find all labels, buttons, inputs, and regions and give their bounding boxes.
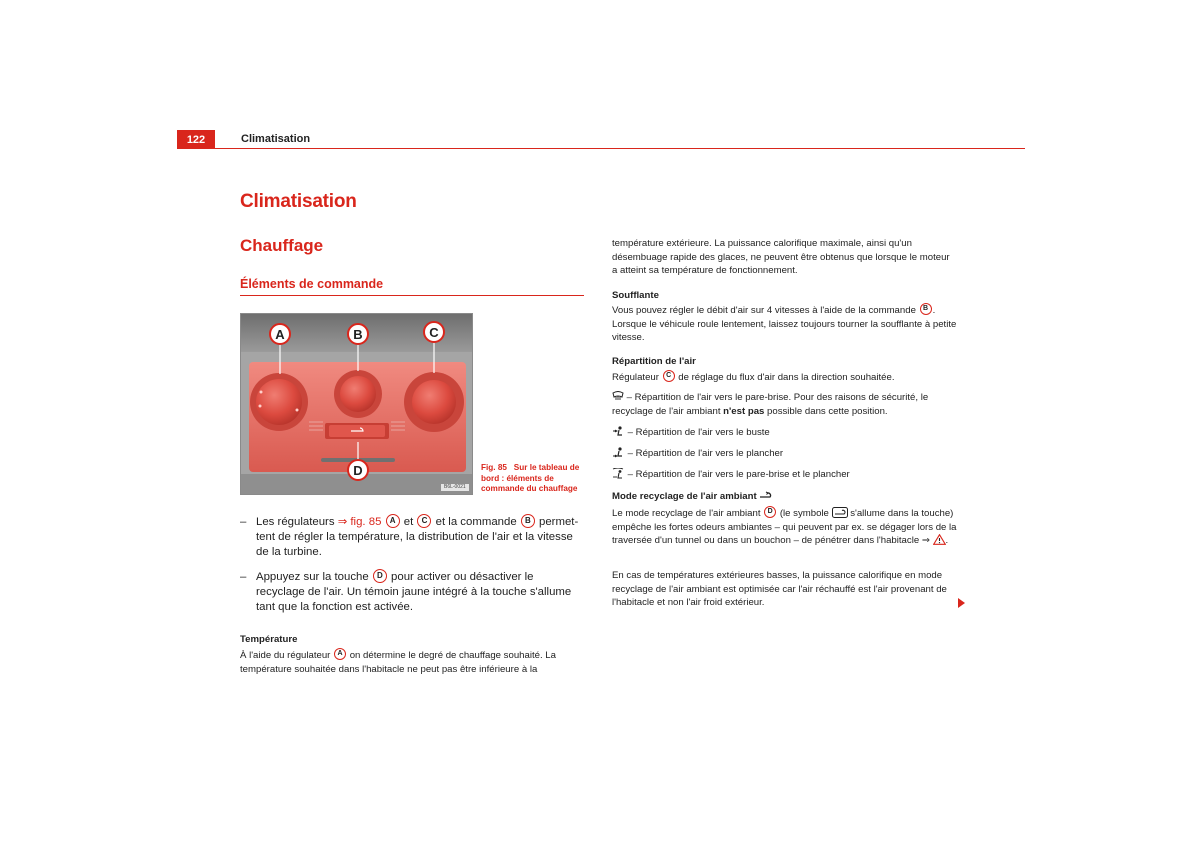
next-page-arrow-icon[interactable]: [958, 598, 965, 608]
repartition-text: Régulateur: [612, 372, 662, 383]
svg-text:A: A: [275, 327, 285, 342]
cold-temperatures-paragraph: En cas de températures extérieures basses, la puissance calorifique en mode recyclage de l'air ambiant est optimisée car l'air réchauffé est l'air provenant de l'habitacle et non l'air froid extérieur.: [612, 570, 947, 609]
callout-a: [270, 324, 290, 344]
figure-caption-prefix: Fig. 85: [481, 463, 507, 472]
callout-ref-c: C: [417, 514, 431, 528]
recyclage-paragraph: [612, 507, 958, 548]
callout-d: [348, 460, 368, 480]
soufflante-text: . Lorsque le véhicule roule lentement, laissez toujours tourner la soufflante à petite vitesse.: [612, 305, 957, 344]
warning-triangle-icon: [933, 534, 946, 545]
bullet-dash: –: [240, 571, 247, 583]
subsection-title: Éléments de commande: [240, 277, 384, 291]
heating-controls-figure: [240, 313, 473, 495]
chapter-title: Climatisation: [240, 191, 357, 212]
callout-ref-d: D: [764, 506, 776, 518]
windshield-item: [612, 391, 958, 418]
windshield-text: – Répartition de l'air vers le pare-brise. Pour des raisons de sécurité, le recyclage de l'air ambiant: [612, 392, 929, 417]
repartition-text: de réglage du flux d'air dans la direction souhaitée.: [675, 372, 895, 383]
svg-text:D: D: [353, 463, 363, 478]
soufflante-paragraph: [612, 304, 958, 345]
bullet-text: et la commande: [432, 516, 520, 529]
recirculation-icon: [759, 491, 773, 499]
chest-item: [612, 426, 958, 440]
windshield-text-bold: n'est pas: [723, 405, 765, 417]
bullet-dash: –: [240, 516, 247, 528]
bullet-text: Appuyez sur la touche: [256, 571, 372, 584]
temperature-paragraph: [240, 649, 584, 676]
figure-caption-text: Sur le tableau de bord : éléments de commande du chauffage: [481, 463, 580, 493]
soufflante-text: Vous pouvez régler le débit d'air sur 4 vitesses à l'aide de la commande: [612, 305, 919, 316]
fig-85-link[interactable]: ⇒ fig. 85: [337, 516, 382, 529]
repartition-title: Répartition de l'air: [612, 356, 696, 367]
page-number: 122: [177, 130, 215, 148]
chest-air-icon: [612, 426, 625, 437]
windshield-floor-text: – Répartition de l'air vers le pare-brise et le plancher: [625, 469, 850, 480]
recyclage-title: [612, 491, 773, 502]
floor-text: – Répartition de l'air vers le plancher: [625, 448, 784, 459]
chest-text: – Répartition de l'air vers le buste: [625, 427, 770, 438]
soufflante-title: Soufflante: [612, 290, 659, 301]
callout-ref-c: C: [663, 370, 675, 382]
windshield-floor-item: [612, 468, 958, 482]
callout-ref-b: B: [920, 303, 932, 315]
floor-air-icon: [612, 447, 625, 458]
bullet-text: et: [400, 516, 417, 529]
section-title: Chauffage: [240, 236, 324, 255]
running-title: Climatisation: [241, 133, 311, 145]
windshield-air-icon: [612, 391, 624, 401]
intro-paragraph: température extérieure. La puissance calorifique maximale, ainsi qu'un désembuage rapide des glaces, ne peuvent être obtenus que lorsque le moteur a atteint sa température de fonctionnement.: [612, 238, 950, 277]
callout-b: [348, 324, 368, 344]
callout-ref-b: B: [521, 514, 535, 528]
subsection-rule: [240, 295, 584, 296]
header-rule: [177, 148, 1025, 149]
bullet-text: Les régulateurs: [256, 516, 338, 529]
figure-code: B6L-0021: [441, 484, 469, 491]
recirculation-icon: [832, 507, 848, 518]
temperature-title: Température: [240, 634, 298, 645]
callout-ref-d: D: [373, 569, 387, 583]
figure-caption: [481, 463, 586, 495]
recyclage-text: .: [945, 535, 949, 547]
temperature-text: on détermine le degré de chauffage souhaité. La température souhaitée dans l'habitacle ne peut pas être inférieure à la: [240, 650, 556, 675]
recyclage-text: Le mode recyclage de l'air ambiant: [612, 508, 764, 519]
callout-ref-a: A: [386, 514, 400, 528]
recyclage-text: s'allume dans la touche) empêche les fortes odeurs ambiantes – qui peuvent par ex. se dégager lors de la traversée d'un tunnel ou dans un bouchon – de pénétrer dans l'habitacle ⇒: [612, 508, 957, 547]
callout-c: [424, 322, 444, 342]
temperature-text: À l'aide du régulateur: [240, 650, 334, 661]
windshield-floor-air-icon: [612, 468, 625, 479]
recyclage-title-text: Mode recyclage de l'air ambiant: [612, 491, 757, 502]
bullet-text: pour activer ou désactiver le recyclage de l'air. Un témoin jaune intégré à la touche s'allume tant que la fonction est activée.: [256, 571, 572, 614]
svg-text:C: C: [429, 325, 439, 340]
callout-ref-a: A: [334, 648, 346, 660]
floor-item: [612, 447, 958, 461]
repartition-paragraph: [612, 371, 958, 385]
windshield-text: possible dans cette position.: [764, 405, 888, 417]
bullet-text: permet-tent de régler la température, la distribution de l'air et la vitesse de la turbine.: [256, 516, 579, 559]
recyclage-text: (le symbole: [777, 508, 832, 519]
svg-text:B: B: [353, 327, 363, 342]
